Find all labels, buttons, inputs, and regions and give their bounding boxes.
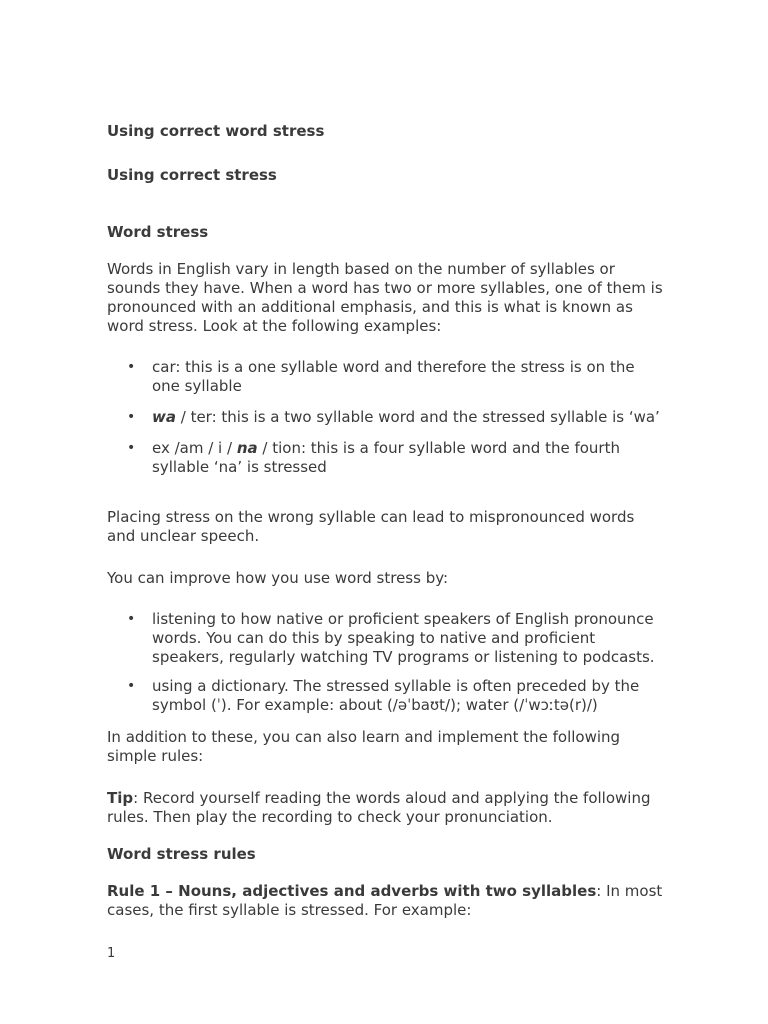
stressed-syllable: na: [236, 439, 258, 457]
page-number: 1: [107, 946, 116, 961]
wrong-stress-paragraph: Placing stress on the wrong syllable can lead to mispronounced words and unclear speech.: [107, 508, 635, 545]
bullet-icon: •: [127, 611, 136, 627]
list-item: • ex /am / i / na / tion: this is a four syllable word and the fourth syllable ‘na’ is stressed: [127, 439, 620, 476]
list-item: • using a dictionary. The stressed syllable is often preceded by the symbol (ˈ). For example: about (/əˈbaʊt/); water (/ˈwɔːtə(r)/): [127, 677, 640, 714]
rule-1-label: Rule 1 – Nouns, adjectives and adverbs with two syllables: [107, 882, 597, 900]
intro-paragraph: Words in English vary in length based on the number of syllables or sounds they have. When a word has two or more syllables, one of them is pronounced with an additional emphasis, and this is what is known as word stress. Look at the following examples:: [107, 260, 663, 335]
rule-1-paragraph: Rule 1 – Nouns, adjectives and adverbs with two syllables: In most cases, the first syllable is stressed. For example:: [107, 882, 663, 919]
list-item: • listening to how native or proficient speakers of English pronounce words. You can do this by speaking to native and proficient speakers, regularly watching TV programs or listening to podcasts.: [127, 610, 655, 666]
document-title: Using correct word stress: [107, 122, 325, 140]
improve-list: [107, 610, 667, 715]
addition-paragraph: In addition to these, you can also learn and implement the following simple rules:: [107, 728, 621, 765]
improve-intro: You can improve how you use word stress by:: [107, 569, 449, 587]
tip-label: Tip: [107, 789, 134, 807]
bullet-icon: •: [127, 409, 136, 425]
bullet-icon: •: [127, 678, 136, 694]
tip-paragraph: Tip: Record yourself reading the words aloud and applying the following rules. Then play the recording to check your pronunciation.: [107, 789, 651, 826]
bullet-icon: •: [127, 440, 136, 456]
examples-list: [107, 358, 667, 477]
section-subtitle: Using correct stress: [107, 166, 277, 184]
bullet-icon: •: [127, 359, 136, 375]
word-stress-heading: Word stress: [107, 223, 209, 241]
rules-heading: Word stress rules: [107, 845, 256, 863]
list-item: • wa / ter: this is a two syllable word and the stressed syllable is ‘wa’: [127, 408, 660, 426]
list-item: • car: this is a one syllable word and therefore the stress is on the one syllable: [127, 358, 635, 395]
stressed-syllable: wa: [152, 408, 176, 426]
